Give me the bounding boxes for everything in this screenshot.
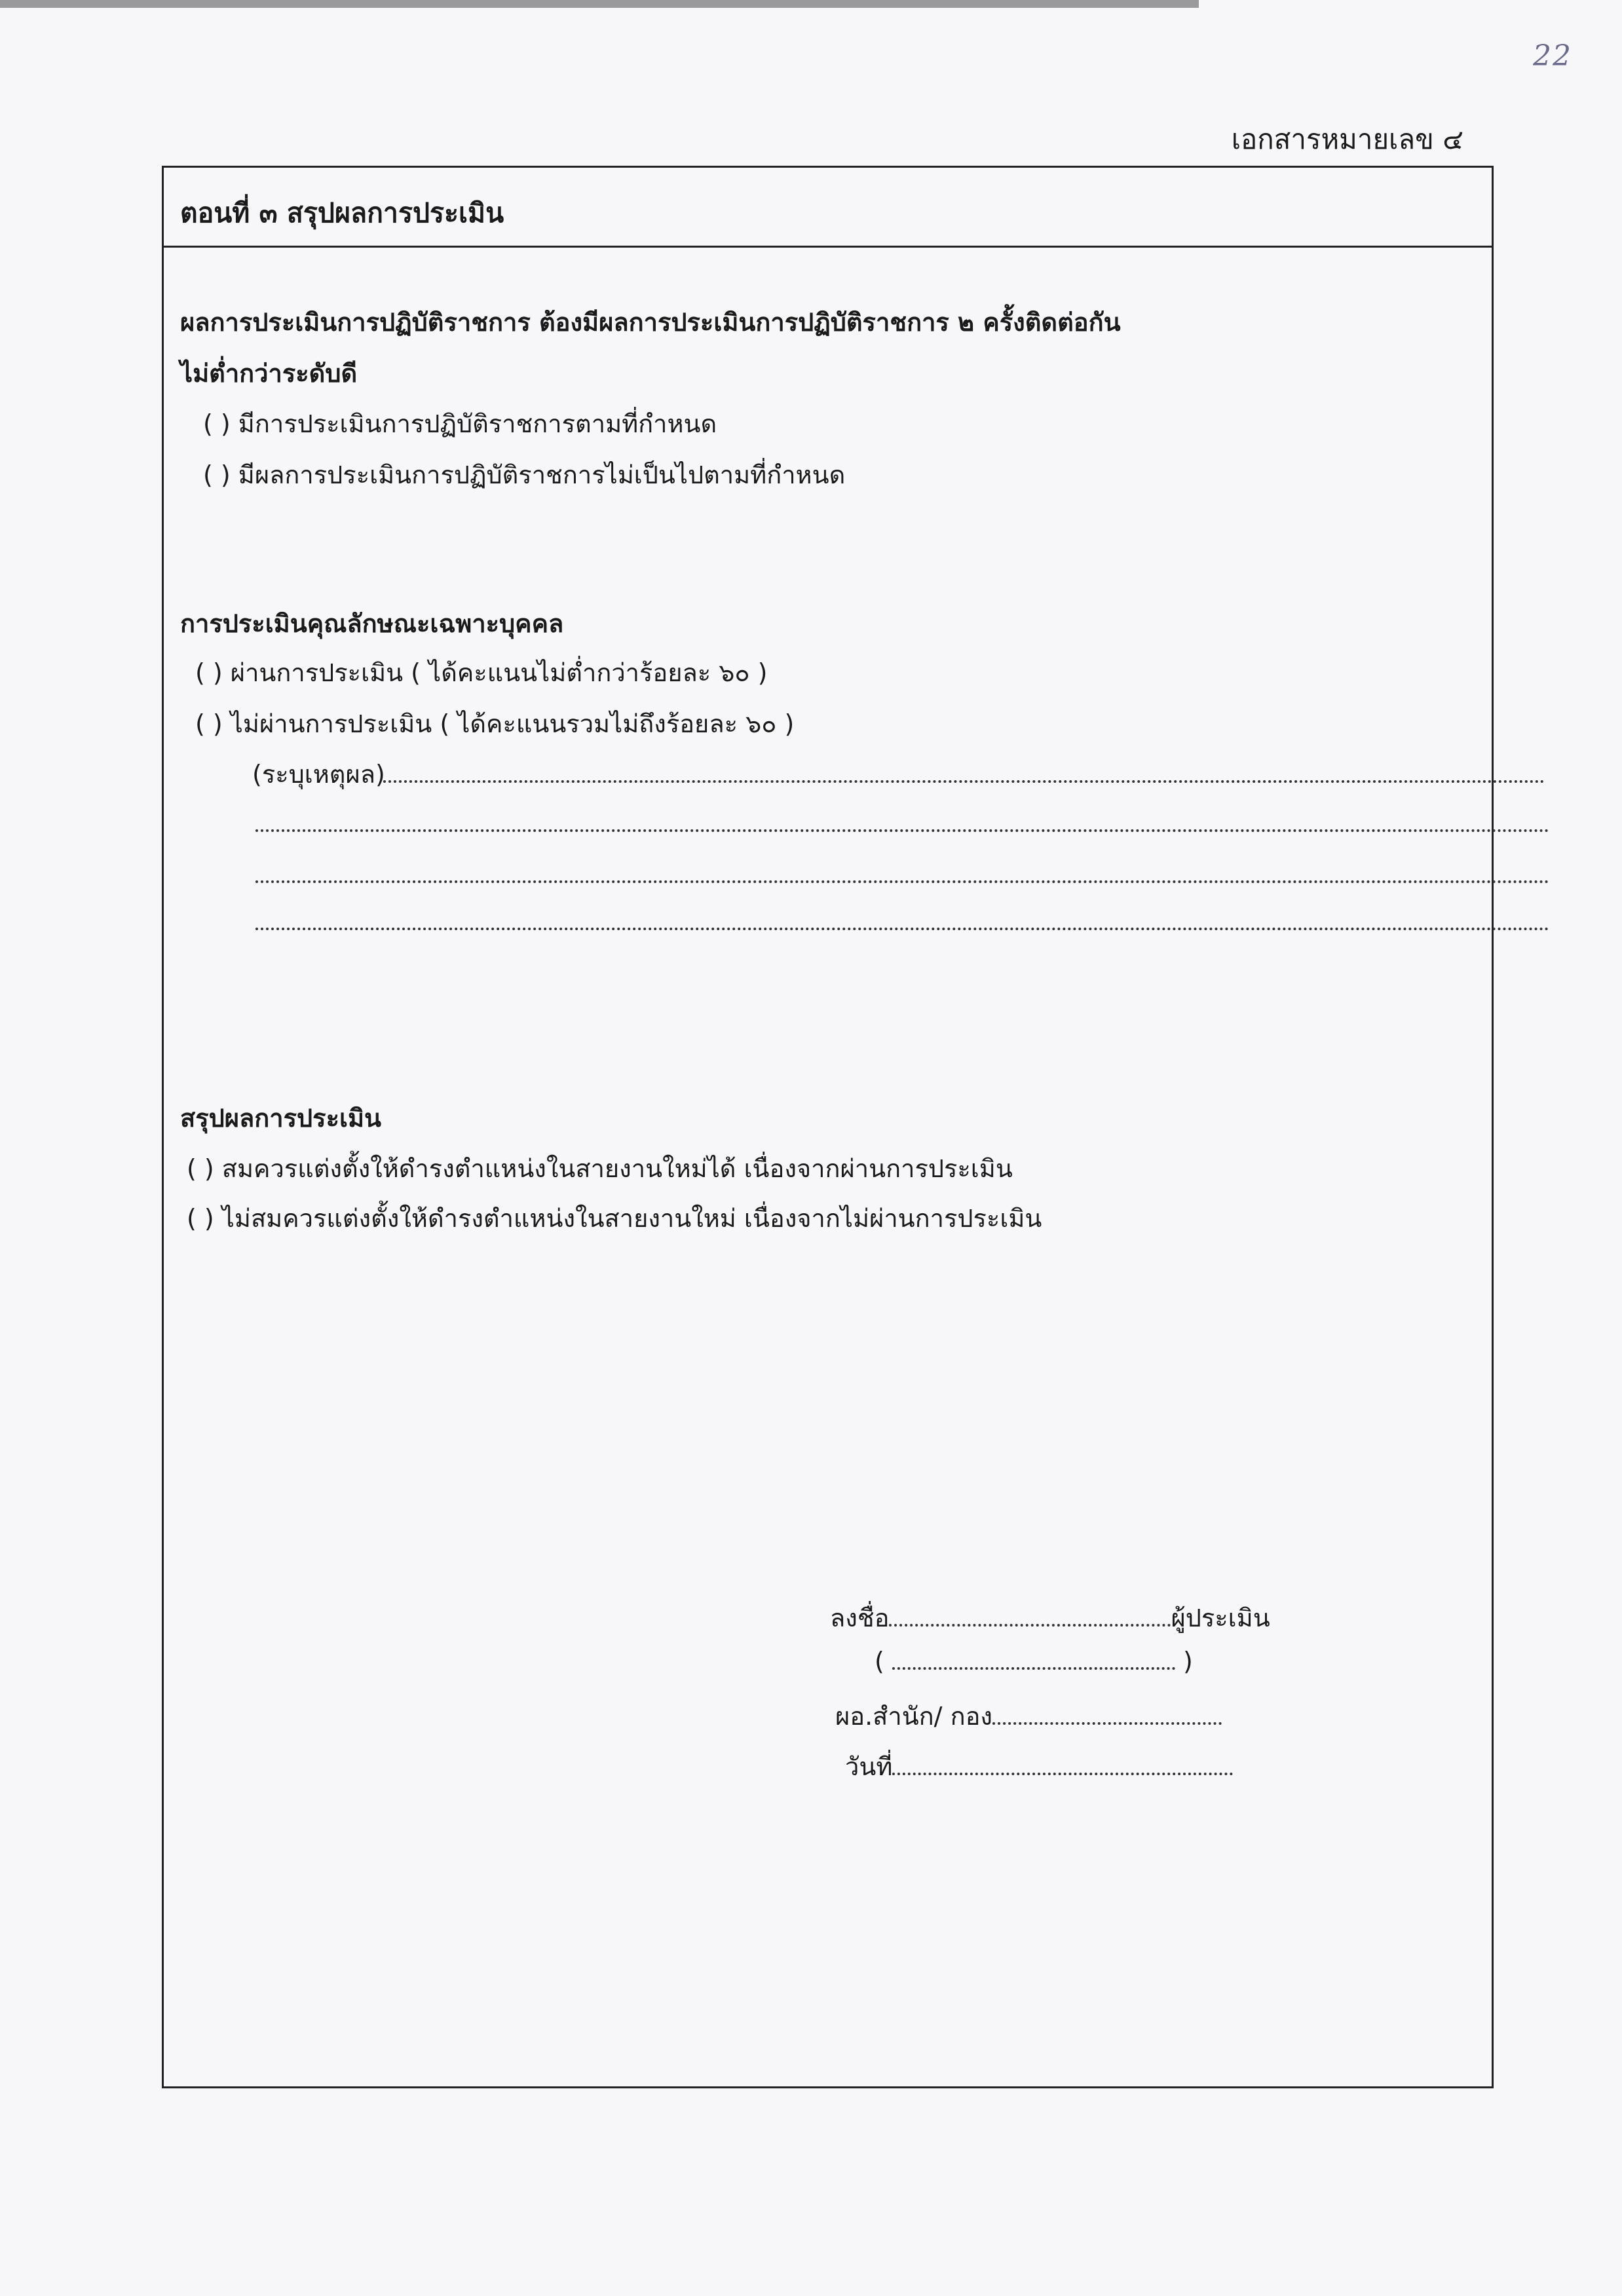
printed-name-line[interactable] [892,1667,1175,1670]
attributes-heading: การประเมินคุณลักษณะเฉพาะบุคคล [180,609,564,638]
signature-line[interactable] [889,1624,1171,1627]
name-paren-close: ) [1183,1647,1193,1676]
document-number: เอกสารหมายเลข ๔ [1231,123,1463,155]
name-paren-open: ( [875,1647,884,1676]
date-label: วันที่ [845,1752,893,1781]
section-title: ตอนที่ ๓ สรุปผลการประเมิน [180,197,504,229]
name-row [875,1647,1193,1676]
summary-heading: สรุปผลการประเมิน [180,1104,381,1133]
section-header [164,168,1492,248]
reason-line-2[interactable] [255,829,1549,832]
performance-option-not-met[interactable]: ( ) มีผลการประเมินการปฏิบัติราชการไม่เป็นไปตามที่กำหนด [203,461,846,489]
director-row [835,1696,1222,1736]
scan-edge [0,0,1199,8]
performance-heading-line2: ไม่ต่ำกว่าระดับดี [180,359,358,388]
summary-option-not-appoint[interactable]: ( ) ไม่สมควรแต่งตั้งให้ดำรงตำแหน่งในสายงานใหม่ เนื่องจากไม่ผ่านการประเมิน [187,1204,1042,1233]
signature-row [830,1598,1270,1638]
date-row [845,1746,1233,1786]
sign-label: ลงชื่อ [830,1604,890,1632]
attributes-option-pass[interactable]: ( ) ผ่านการประเมิน ( ได้คะแนนไม่ต่ำกว่าร้อยละ ๖๐ ) [195,658,768,687]
performance-option-met[interactable]: ( ) มีการประเมินการปฏิบัติราชการตามที่กำหนด [203,409,717,438]
evaluator-label: ผู้ประเมิน [1171,1604,1270,1632]
summary-option-appoint[interactable]: ( ) สมควรแต่งตั้งให้ดำรงตำแหน่งในสายงานใหม่ได้ เนื่องจากผ่านการประเมิน [187,1154,1013,1183]
form-frame [162,166,1494,2088]
reason-line-3[interactable] [255,880,1549,883]
date-line[interactable] [892,1773,1233,1775]
director-label: ผอ.สำนัก/ กอง [835,1702,992,1731]
reason-line-1[interactable] [383,780,1545,783]
handwritten-page-note: 22 [1533,39,1572,73]
performance-heading-line1: ผลการประเมินการปฏิบัติราชการ ต้องมีผลการประเมินการปฏิบัติราชการ ๒ ครั้งติดต่อกัน [180,308,1121,337]
attributes-option-fail[interactable]: ( ) ไม่ผ่านการประเมิน ( ได้คะแนนรวมไม่ถึงร้อยละ ๖๐ ) [195,709,795,738]
reason-label: (ระบุเหตุผล) [252,760,385,789]
reason-line-4[interactable] [255,928,1549,930]
director-line[interactable] [992,1722,1222,1725]
